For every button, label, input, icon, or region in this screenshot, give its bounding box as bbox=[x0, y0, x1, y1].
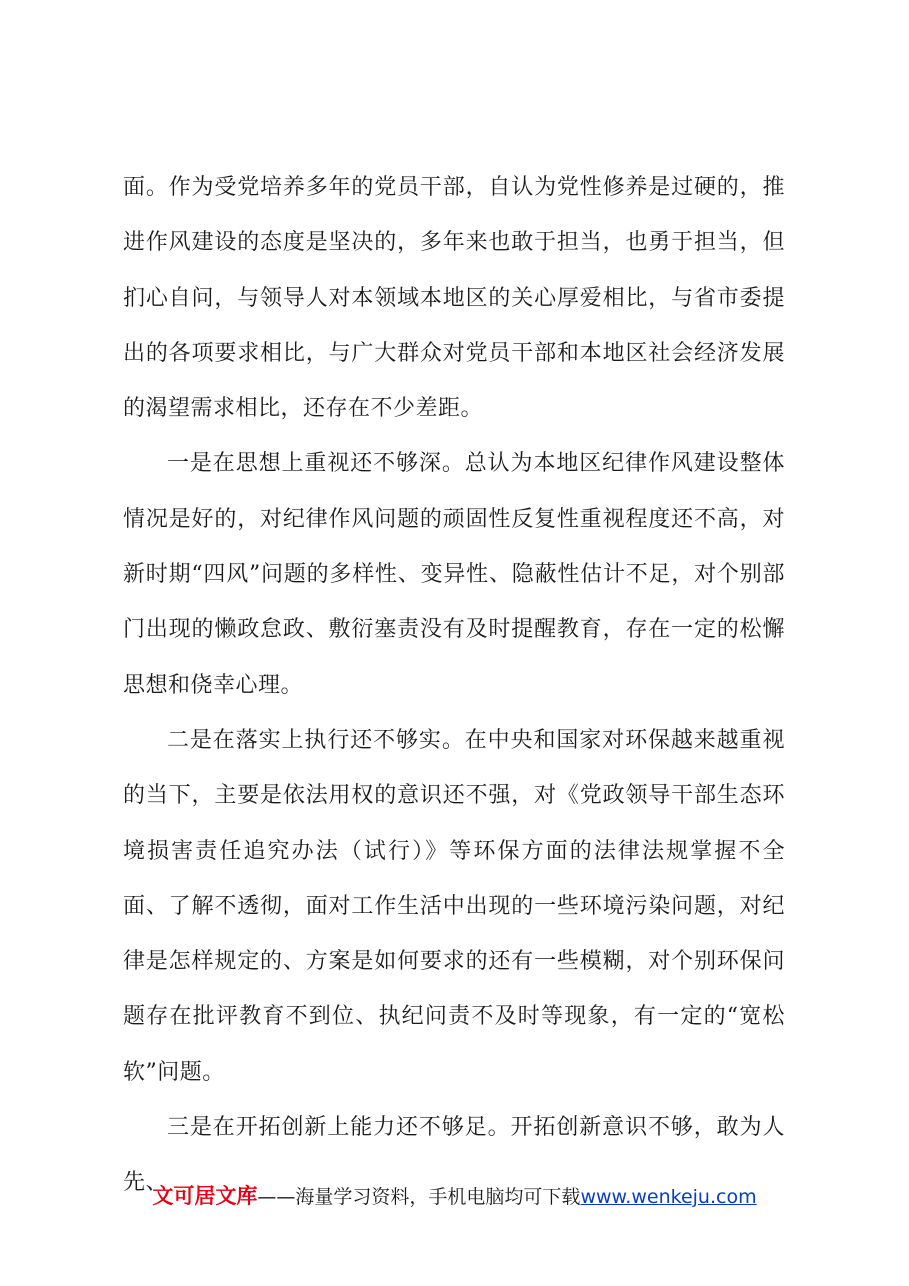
document-body bbox=[123, 160, 785, 1211]
page-footer bbox=[0, 1181, 909, 1211]
footer-brand: 文可居文库 bbox=[152, 1184, 258, 1208]
footer-site-link[interactable]: www.wenkeju.com bbox=[580, 1186, 757, 1208]
paragraph-point-two: 二是在落实上执行还不够实。在中央和国家对环保越来越重视的当下，主要是依法用权的意识还不强，对《党政领导干部生态环境损害责任追究办法（试行）》等环保方面的法律法规掌握不全面、了解不透彻，面对工作生活中出现的一些环境污染问题，对纪律是怎样规定的、方案是如何要求的还有一些模糊，对个别环保问题存在批评教育不到位、执纪问责不及时等现象，有一定的“宽松软”问题。 bbox=[123, 727, 785, 1085]
paragraph-continuation: 面。作为受党培养多年的党员干部，自认为党性修养是过硬的，推进作风建设的态度是坚决的，多年来也敢于担当，也勇于担当，但扪心自问，与领导人对本领域本地区的关心厚爱相比，与省市委提出的各项要求相比，与广大群众对党员干部和本地区社会经济发展的渴望需求相比，还存在不少差距。 bbox=[123, 175, 785, 422]
paragraph-point-one: 一是在思想上重视还不够深。总认为本地区纪律作风建设整体情况是好的，对纪律作风问题的顽固性反复性重视程度还不高，对新时期“四风”问题的多样性、变异性、隐蔽性估计不足，对个别部门出现的懒政怠政、敷衍塞责没有及时提醒教育，存在一定的松懈思想和侥幸心理。 bbox=[123, 451, 785, 698]
footer-tagline: ——海量学习资料，手机电脑均可下载 bbox=[257, 1186, 581, 1208]
paragraph-point-three: 三是在开拓创新上能力还不够足。开拓创新意识不够，敢为人先、 bbox=[123, 1115, 785, 1196]
